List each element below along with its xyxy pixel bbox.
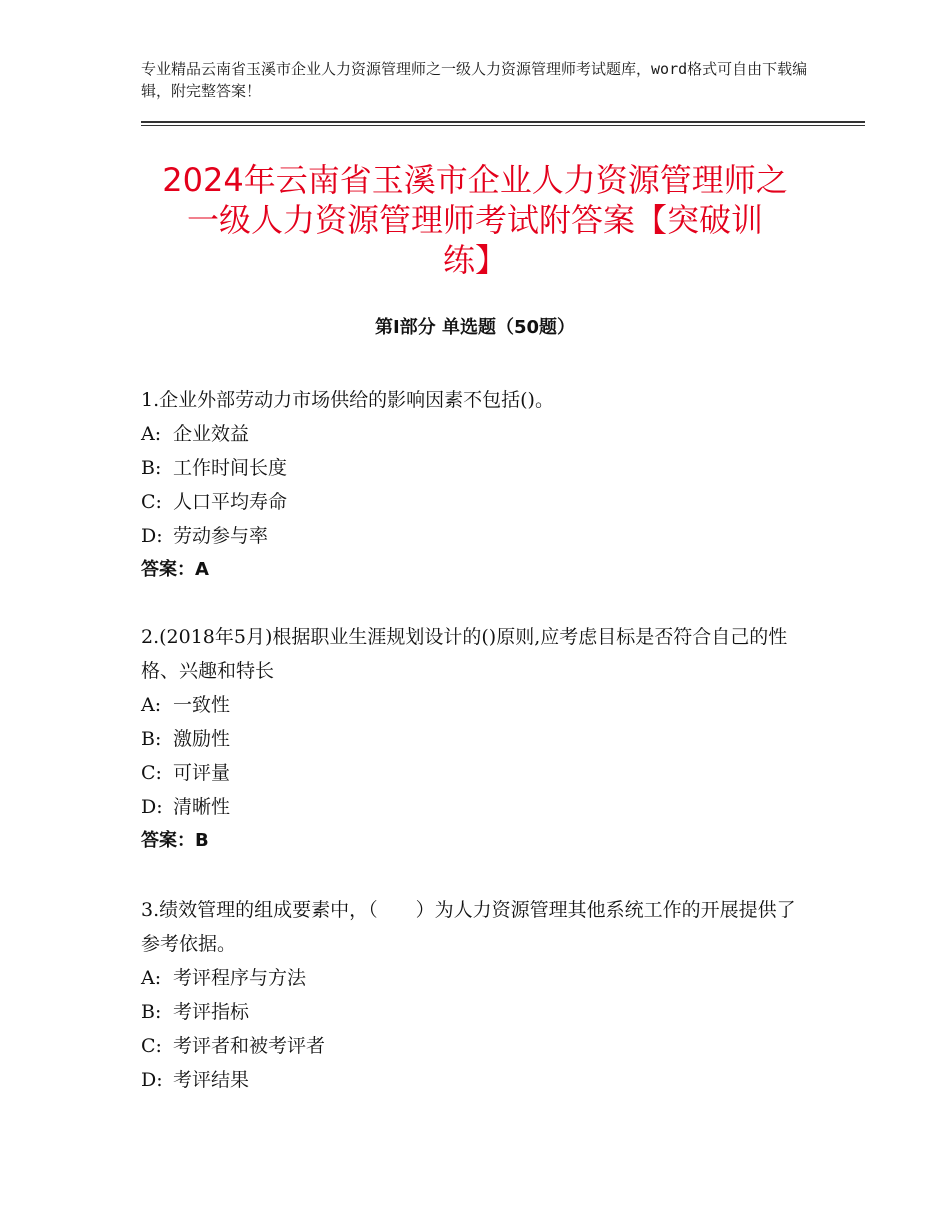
option-text: 可评量	[173, 762, 231, 784]
option-letter: B:	[141, 1001, 162, 1023]
question-2	[141, 620, 809, 858]
option-text: 企业效益	[173, 423, 250, 445]
document-title	[141, 160, 809, 280]
header-rule-thick	[141, 121, 865, 123]
option-letter: A:	[141, 694, 162, 716]
question-1	[141, 383, 809, 587]
option-text: 考评结果	[173, 1069, 250, 1091]
question-option-b	[141, 722, 809, 756]
question-stem: 1.企业外部劳动力市场供给的影响因素不包括()。	[141, 389, 554, 411]
option-text: 考评指标	[173, 1001, 250, 1023]
header-note: 专业精品云南省玉溪市企业人力资源管理师之一级人力资源管理师考试题库，word格式可自由下载编辑，附完整答案！	[141, 60, 808, 100]
question-option-a	[141, 688, 809, 722]
question-option-d	[141, 519, 809, 553]
question-answer: 答案：A	[141, 559, 209, 580]
option-letter: C:	[141, 491, 162, 513]
option-text: 考评程序与方法	[173, 967, 307, 989]
option-letter: B:	[141, 728, 162, 750]
option-text: 人口平均寿命	[173, 491, 288, 513]
document-title-line-3: 练】	[442, 241, 507, 279]
document-title-line-1: 2024年云南省玉溪市企业人力资源管理师之	[162, 161, 788, 199]
option-letter: C:	[141, 1035, 162, 1057]
question-option-b	[141, 451, 809, 485]
option-letter: A:	[141, 967, 162, 989]
question-stem: 2.(2018年5月)根据职业生涯规划设计的()原则,应考虑目标是否符合自己的性格、兴趣和特长	[141, 626, 788, 682]
option-letter: B:	[141, 457, 162, 479]
question-option-b	[141, 995, 809, 1029]
option-text: 激励性	[173, 728, 231, 750]
option-text: 工作时间长度	[173, 457, 288, 479]
option-letter: D:	[141, 796, 163, 818]
question-option-c	[141, 1029, 809, 1063]
option-letter: A:	[141, 423, 162, 445]
question-option-c	[141, 485, 809, 519]
question-option-a	[141, 417, 809, 451]
header-rule-thin	[141, 125, 865, 126]
question-option-a	[141, 961, 809, 995]
option-letter: D:	[141, 1069, 163, 1091]
question-stem: 3.绩效管理的组成要素中，（ ）为人力资源管理其他系统工作的开展提供了参考依据。	[141, 899, 796, 955]
option-letter: C:	[141, 762, 162, 784]
section-title: 第Ⅰ部分 单选题（50题）	[374, 317, 575, 338]
document-title-line-2: 一级人力资源管理师考试附答案【突破训	[186, 201, 763, 239]
question-option-c	[141, 756, 809, 790]
question-option-d	[141, 1063, 809, 1097]
question-option-d	[141, 790, 809, 824]
option-text: 一致性	[173, 694, 231, 716]
option-letter: D:	[141, 525, 163, 547]
question-3	[141, 893, 809, 1097]
option-text: 清晰性	[173, 796, 231, 818]
question-answer: 答案：B	[141, 830, 209, 851]
option-text: 考评者和被考评者	[173, 1035, 326, 1057]
option-text: 劳动参与率	[173, 525, 269, 547]
